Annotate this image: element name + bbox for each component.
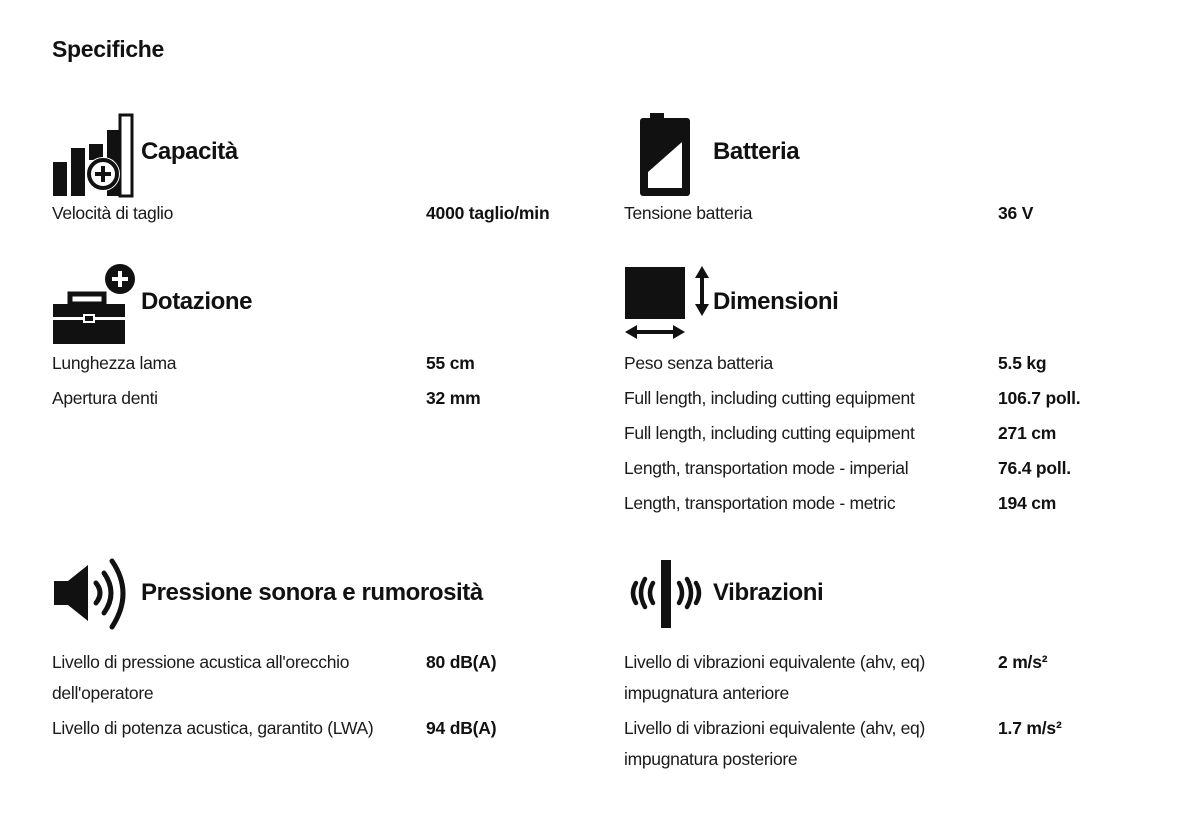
spec-label: Tensione batteria <box>624 203 753 223</box>
section-vibrazioni <box>624 553 1164 779</box>
spec-row <box>52 348 592 379</box>
battery-icon <box>624 112 710 198</box>
spec-row <box>624 453 1164 484</box>
spec-label: Peso senza batteria <box>624 353 773 373</box>
spec-value: 55 cm <box>426 353 475 373</box>
spec-value: 5.5 kg <box>998 353 1047 373</box>
spec-label: Full length, including cutting equipment <box>624 388 915 408</box>
toolbox-icon <box>52 262 138 348</box>
section-dimensioni <box>624 262 1164 523</box>
section-title: Dimensioni <box>713 288 839 315</box>
spec-value: 76.4 poll. <box>998 458 1071 478</box>
spec-row <box>624 348 1164 379</box>
spec-value: 2 m/s² <box>998 652 1048 672</box>
spec-label: Livello di potenza acustica, garantito (LWA) <box>52 718 374 738</box>
spec-row <box>624 418 1164 449</box>
page-title: Specifiche <box>52 36 165 62</box>
spec-value: 1.7 m/s² <box>998 718 1062 738</box>
spec-value: 80 dB(A) <box>426 652 497 672</box>
spec-label: Livello di vibrazioni equivalente (ahv, eq) impugnatura posteriore <box>624 718 925 769</box>
spec-value: 271 cm <box>998 423 1057 443</box>
spec-label: Velocità di taglio <box>52 203 174 223</box>
section-title: Capacità <box>141 138 238 165</box>
spec-value: 194 cm <box>998 493 1057 513</box>
spec-label: Apertura denti <box>52 388 158 408</box>
spec-label: Livello di vibrazioni equivalente (ahv, eq) impugnatura anteriore <box>624 652 925 703</box>
spec-label: Length, transportation mode - imperial <box>624 458 909 478</box>
spec-row <box>52 383 592 414</box>
capacity-icon <box>52 112 138 198</box>
dimensions-icon <box>624 262 710 348</box>
vibration-icon <box>624 553 710 639</box>
section-title: Vibrazioni <box>713 579 824 606</box>
speaker-icon <box>52 553 138 639</box>
spec-value: 4000 taglio/min <box>426 203 550 223</box>
section-dotazione <box>52 262 592 418</box>
spec-row <box>624 488 1164 519</box>
spec-row <box>624 198 1164 229</box>
spec-label: Length, transportation mode - metric <box>624 493 896 513</box>
section-capacita <box>52 112 592 229</box>
spec-label: Lunghezza lama <box>52 353 177 373</box>
spec-row <box>624 713 1164 775</box>
spec-value: 106.7 poll. <box>998 388 1081 408</box>
spec-value: 94 dB(A) <box>426 718 497 738</box>
section-batteria <box>624 112 1164 229</box>
spec-label: Full length, including cutting equipment <box>624 423 915 443</box>
section-title: Batteria <box>713 138 800 165</box>
spec-value: 32 mm <box>426 388 481 408</box>
spec-label: Livello di pressione acustica all'orecchio dell'operatore <box>52 652 350 703</box>
spec-row <box>624 383 1164 414</box>
spec-value: 36 V <box>998 203 1034 223</box>
section-title: Pressione sonora e rumorosità <box>141 579 483 606</box>
section-pressione <box>52 553 592 748</box>
spec-row <box>52 647 592 709</box>
spec-row <box>624 647 1164 709</box>
spec-row <box>52 198 592 229</box>
section-title: Dotazione <box>141 288 253 315</box>
spec-row <box>52 713 592 744</box>
